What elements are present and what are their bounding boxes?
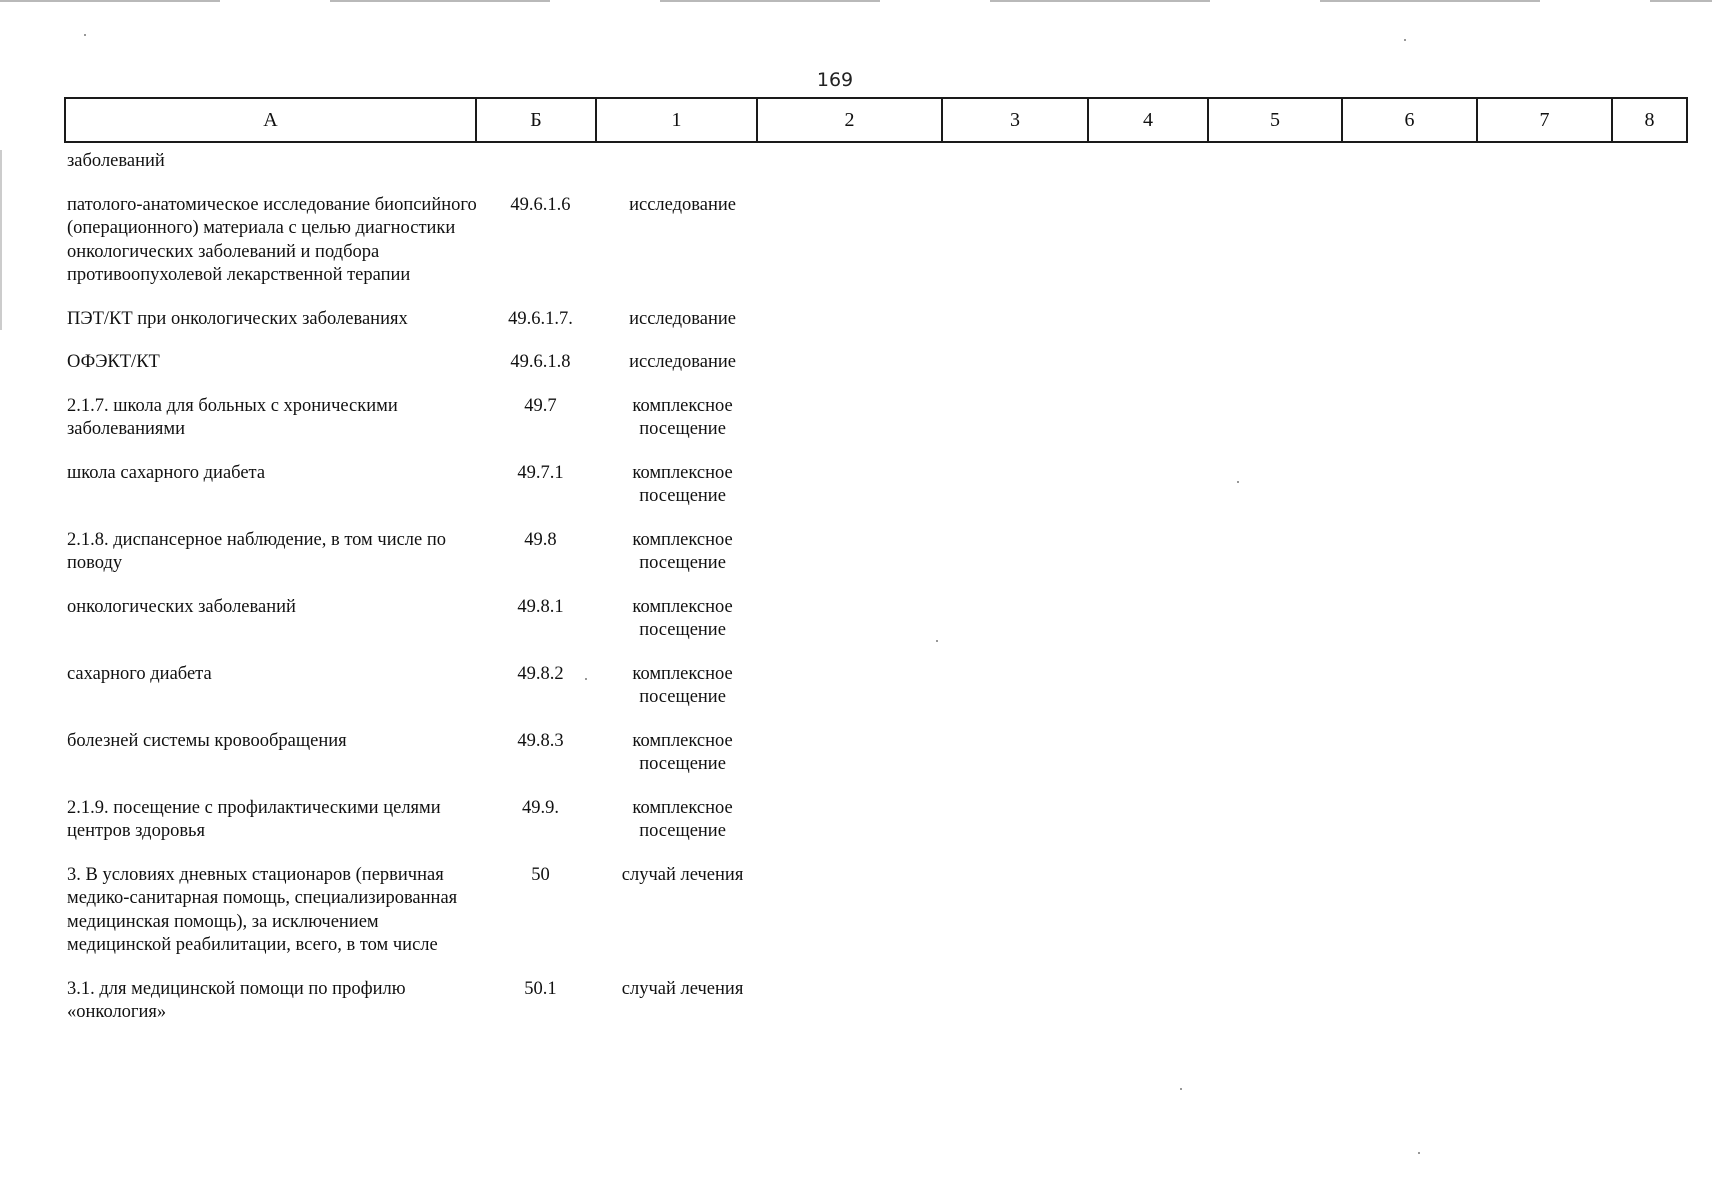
row-name: ПЭТ/КТ при онкологических заболеваниях xyxy=(67,308,408,329)
row-unit: исследование xyxy=(629,308,737,329)
column-header-6: 6 xyxy=(1342,98,1477,142)
column-header-table xyxy=(64,97,1688,143)
column-header-1: 1 xyxy=(596,98,757,142)
table-row xyxy=(64,864,764,978)
column-header-7: 7 xyxy=(1477,98,1612,142)
table-row xyxy=(64,462,764,529)
row-name: школа сахарного диабета xyxy=(67,462,266,483)
row-name: сахарного диабета xyxy=(67,663,212,684)
row-code: 49.8.1 xyxy=(517,596,564,617)
row-name: 2.1.7. школа для больных с хроническими заболеваниями xyxy=(67,395,398,439)
table-row xyxy=(64,308,764,352)
row-unit: случай лечения xyxy=(621,864,744,885)
table-row xyxy=(64,978,764,1045)
column-header-2: 2 xyxy=(757,98,942,142)
column-header-a: А xyxy=(65,98,476,142)
row-unit: комплексное посещение xyxy=(632,529,733,573)
row-name: патолого-анатомическое исследование биопсийного (операционного) материала с целью диагностики онкологических заболеваний и подбора противоопухолевой лекарственной терапии xyxy=(67,194,477,285)
column-header-3: 3 xyxy=(942,98,1088,142)
row-unit: комплексное посещение xyxy=(632,395,733,439)
row-code: 49.8.3 xyxy=(517,730,564,751)
row-unit: комплексное посещение xyxy=(632,797,733,841)
table-row xyxy=(64,596,764,663)
row-code: 49.6.1.8 xyxy=(510,352,571,372)
row-name: 3. В условиях дневных стационаров (первичная медико-санитарная помощь, специализированная медицинская помощь), за исключением медицинской реабилитации, всего, в том числе xyxy=(67,864,458,955)
scan-speck xyxy=(936,640,938,642)
row-name: 2.1.8. диспансерное наблюдение, в том числе по поводу xyxy=(67,529,447,573)
scan-edge-left xyxy=(0,150,2,330)
row-code: 49.9. xyxy=(521,797,559,818)
row-name: онкологических заболеваний xyxy=(67,596,296,617)
column-header-row xyxy=(65,98,1687,142)
table-row xyxy=(64,663,764,730)
table-row xyxy=(64,797,764,864)
row-code: 49.7.1 xyxy=(517,462,564,483)
page-number: 169 xyxy=(816,69,854,91)
row-code: 49.6.1.6 xyxy=(510,194,571,215)
scan-speck xyxy=(1404,39,1406,41)
row-name: 3.1. для медицинской помощи по профилю «онкология» xyxy=(67,978,406,1022)
data-table-body xyxy=(64,150,764,1045)
row-code: 50 xyxy=(531,864,550,885)
column-header-8: 8 xyxy=(1612,98,1687,142)
scan-speck xyxy=(84,34,86,36)
table-row xyxy=(64,529,764,596)
table-row xyxy=(64,395,764,462)
row-unit: случай лечения xyxy=(621,978,744,999)
scan-speck xyxy=(1180,1088,1182,1090)
row-code: 50.1 xyxy=(524,978,557,999)
row-unit: комплексное посещение xyxy=(632,663,733,707)
scan-speck xyxy=(1237,481,1239,483)
row-unit: комплексное посещение xyxy=(632,462,733,506)
table-row-continuation xyxy=(64,150,764,194)
continuation-text: заболеваний xyxy=(67,151,165,171)
table-row xyxy=(64,351,764,395)
table-row xyxy=(64,194,764,308)
column-header-b: Б xyxy=(476,98,596,142)
row-name: ОФЭКТ/КТ xyxy=(67,352,160,372)
table-row xyxy=(64,730,764,797)
row-code: 49.7 xyxy=(524,395,557,416)
row-unit: исследование xyxy=(629,194,737,215)
row-name: болезней системы кровообращения xyxy=(67,730,347,751)
row-unit: исследование xyxy=(629,352,737,372)
row-name: 2.1.9. посещение с профилактическими целями центров здоровья xyxy=(67,797,441,841)
row-code: 49.8.2 xyxy=(517,663,564,684)
column-header-5: 5 xyxy=(1208,98,1342,142)
row-code: 49.6.1.7. xyxy=(508,308,573,329)
row-unit: комплексное посещение xyxy=(632,596,733,640)
scan-edge-top xyxy=(0,0,1712,2)
scan-speck xyxy=(1418,1152,1420,1154)
row-code: 49.8 xyxy=(524,529,557,550)
row-unit: комплексное посещение xyxy=(632,730,733,774)
column-header-4: 4 xyxy=(1088,98,1208,142)
